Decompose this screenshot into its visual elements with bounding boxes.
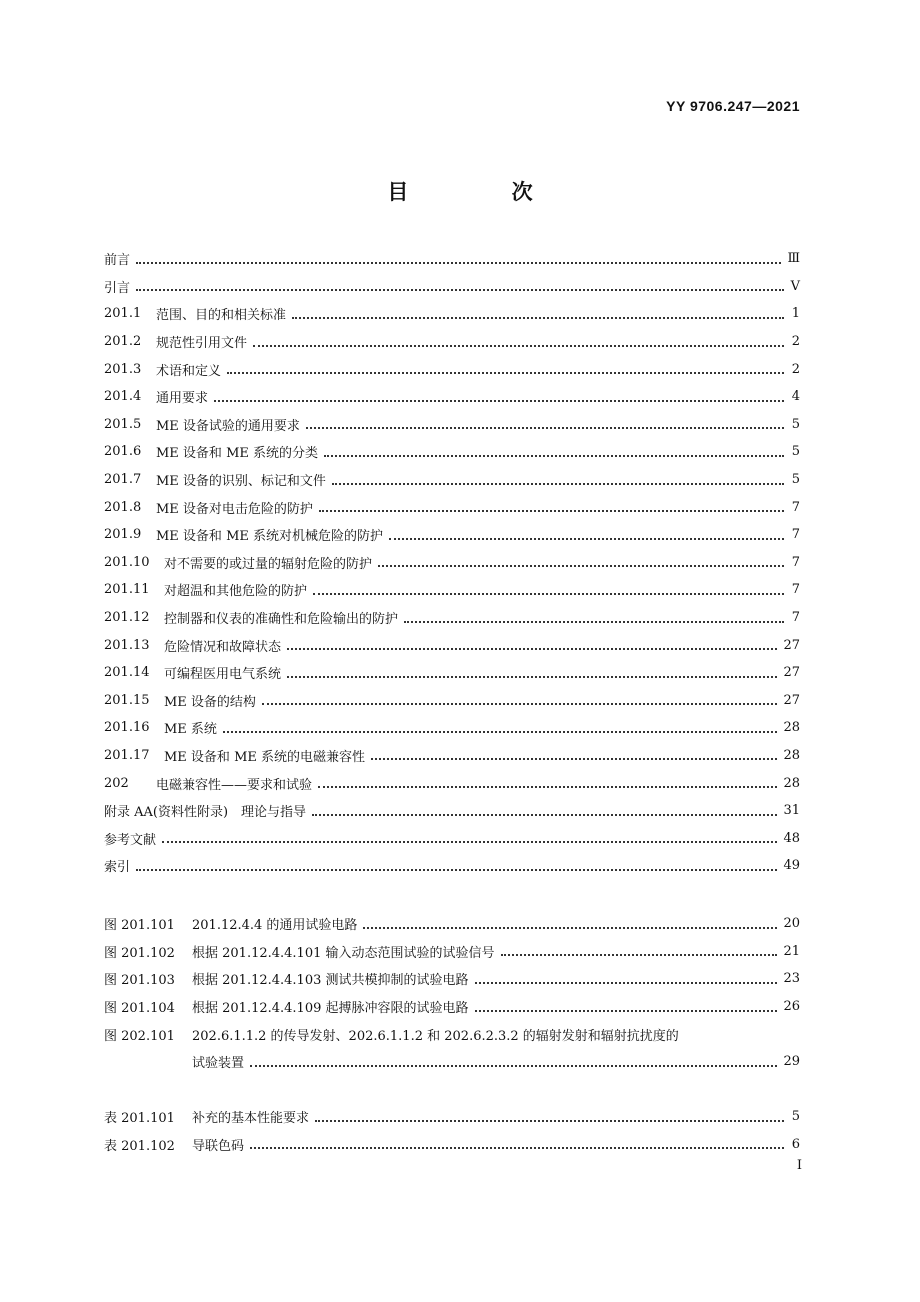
toc-entry[interactable] [104, 493, 800, 521]
standard-number: YY 9706.247—2021 [666, 98, 800, 114]
entry-page-number: 28 [783, 720, 800, 736]
entry-page-number: 5 [791, 444, 800, 460]
toc-entry[interactable] [104, 411, 800, 439]
leader-dots [306, 426, 784, 429]
entry-number: 201.16 [104, 720, 150, 736]
entry-page-number: 29 [783, 1054, 800, 1070]
toc-entry[interactable] [104, 300, 800, 328]
entry-title: 根据 201.12.4.4.101 输入动态范围试验的试验信号 [192, 945, 495, 961]
entry-page-number: 27 [783, 637, 800, 653]
toc-entry[interactable] [104, 852, 800, 880]
leader-dots [315, 1119, 784, 1122]
entry-title: ME 设备和 ME 系统对机械危险的防护 [156, 529, 383, 545]
entry-number: 图 202.101 [104, 1028, 175, 1044]
toc-entry[interactable] [104, 438, 800, 466]
leader-dots [292, 316, 784, 319]
entry-number: 表 201.102 [104, 1138, 175, 1154]
toc-entry[interactable] [104, 687, 800, 715]
entry-title: 规范性引用文件 [156, 336, 248, 352]
entry-title: ME 设备的识别、标记和文件 [156, 474, 326, 490]
entry-title: 前言 [104, 253, 131, 269]
entry-number: 201.10 [104, 554, 150, 570]
entry-title: 危险情况和故障状态 [164, 639, 282, 655]
entry-page-number: 5 [791, 1109, 800, 1125]
leader-dots [287, 675, 777, 678]
entry-page-number: Ⅲ [787, 251, 800, 267]
leader-dots [363, 926, 777, 929]
leader-dots [404, 620, 784, 623]
entry-title: 可编程医用电气系统 [164, 667, 282, 683]
leader-dots [162, 840, 777, 843]
entry-page-number: 27 [783, 692, 800, 708]
entry-number: 201.13 [104, 637, 150, 653]
entry-title: 根据 201.12.4.4.109 起搏脉冲容限的试验电路 [192, 1001, 469, 1017]
entry-title: ME 设备试验的通用要求 [156, 418, 300, 434]
entry-page-number: 49 [783, 858, 800, 874]
entry-page-number: 28 [783, 775, 800, 791]
leader-dots [136, 261, 781, 264]
entry-number: 201.2 [104, 334, 142, 350]
entry-page-number: 7 [791, 554, 800, 570]
toc-entry[interactable] [104, 355, 800, 383]
toc-entry[interactable] [104, 1131, 800, 1159]
toc-entry[interactable] [104, 993, 800, 1021]
entry-title: 导联色码 [192, 1138, 245, 1154]
leader-dots [136, 868, 777, 871]
toc-entry[interactable] [104, 549, 800, 577]
leader-dots [371, 757, 777, 760]
leader-dots [475, 981, 778, 984]
entry-number: 201.9 [104, 527, 142, 543]
toc-entry[interactable] [104, 576, 800, 604]
leader-dots [250, 1146, 784, 1149]
table-of-contents [104, 245, 800, 880]
leader-dots [378, 564, 784, 567]
entry-title: 对超温和其他危险的防护 [164, 584, 308, 600]
leader-dots [475, 1009, 778, 1012]
toc-entry[interactable] [104, 769, 800, 797]
entry-page-number: 5 [791, 416, 800, 432]
entry-number: 图 201.101 [104, 918, 175, 934]
entry-number: 201.11 [104, 582, 150, 598]
entry-page-number: 23 [783, 971, 800, 987]
page-title: 目 次 [387, 180, 581, 204]
leader-dots [318, 785, 777, 788]
toc-entry[interactable] [104, 604, 800, 632]
entry-page-number: 31 [783, 803, 800, 819]
entry-page-number: 20 [783, 916, 800, 932]
entry-page-number: 4 [791, 389, 800, 405]
toc-entry[interactable] [104, 965, 800, 993]
entry-title: 附录 AA(资料性附录) 理论与指导 [104, 805, 307, 821]
leader-dots [312, 813, 777, 816]
entry-page-number: 2 [791, 334, 800, 350]
entry-title: ME 设备和 ME 系统的分类 [156, 446, 318, 462]
leader-dots [313, 592, 784, 595]
page-number: I [796, 1158, 802, 1173]
toc-entry[interactable] [104, 714, 800, 742]
toc-entry[interactable] [104, 631, 800, 659]
entry-title: 201.12.4.4 的通用试验电路 [192, 918, 358, 934]
leader-dots [262, 702, 778, 705]
toc-entry[interactable] [104, 1103, 800, 1131]
leader-dots [214, 399, 784, 402]
entry-title: 引言 [104, 280, 131, 296]
entry-number: 图 201.103 [104, 973, 175, 989]
toc-entry[interactable] [104, 273, 800, 301]
toc-entry[interactable] [104, 466, 800, 494]
entry-number: 201.4 [104, 389, 142, 405]
leader-dots [332, 482, 784, 485]
leader-dots [136, 288, 784, 291]
entry-page-number: 26 [783, 999, 800, 1015]
leader-dots [389, 537, 784, 540]
entry-page-number: 21 [783, 943, 800, 959]
list-of-tables [104, 1103, 800, 1158]
toc-entry[interactable] [104, 521, 800, 549]
entry-number: 201.7 [104, 472, 142, 488]
toc-entry[interactable] [104, 742, 800, 770]
entry-page-number: 27 [783, 665, 800, 681]
entry-page-number: 48 [783, 830, 800, 846]
entry-page-number: 2 [791, 361, 800, 377]
toc-entry[interactable] [104, 659, 800, 687]
entry-title: 术语和定义 [156, 363, 222, 379]
entry-title: ME 设备和 ME 系统的电磁兼容性 [164, 749, 365, 765]
entry-page-number: 7 [791, 527, 800, 543]
leader-dots [324, 454, 784, 457]
leader-dots [501, 953, 778, 956]
entry-title: 电磁兼容性——要求和试验 [156, 777, 313, 793]
entry-title-continuation: 试验装置 [192, 1056, 245, 1072]
leader-dots [250, 1064, 777, 1067]
toc-entry[interactable] [104, 824, 800, 852]
leader-dots [253, 344, 784, 347]
entry-title: 对不需要的或过量的辐射危险的防护 [164, 556, 373, 572]
entry-title: ME 设备的结构 [164, 694, 256, 710]
entry-page-number: 1 [791, 306, 800, 322]
entry-number: 201.17 [104, 747, 150, 763]
entry-number: 201.15 [104, 692, 150, 708]
toc-entry[interactable] [104, 245, 800, 273]
toc-entry[interactable] [104, 328, 800, 356]
leader-dots [227, 371, 784, 374]
entry-title: ME 设备对电击危险的防护 [156, 501, 313, 517]
entry-number: 图 201.102 [104, 945, 175, 961]
leader-dots [287, 647, 777, 650]
entry-page-number: 28 [783, 747, 800, 763]
entry-number: 201.12 [104, 610, 150, 626]
toc-entry[interactable] [104, 910, 800, 938]
entry-title: 通用要求 [156, 391, 209, 407]
entry-number: 图 201.104 [104, 1001, 175, 1017]
entry-number: 201.5 [104, 416, 142, 432]
entry-number: 201.14 [104, 665, 150, 681]
entry-number: 202 [104, 775, 129, 791]
entry-page-number: 7 [791, 499, 800, 515]
entry-number: 201.1 [104, 306, 142, 322]
toc-entry-continuation[interactable] [104, 1048, 800, 1076]
entry-title: 根据 201.12.4.4.103 测试共模抑制的试验电路 [192, 973, 469, 989]
toc-entry[interactable] [104, 383, 800, 411]
leader-dots [223, 730, 778, 733]
leader-dots [319, 509, 784, 512]
entry-page-number: 5 [791, 472, 800, 488]
toc-entry[interactable] [104, 938, 800, 966]
toc-entry[interactable] [104, 797, 800, 825]
entry-title: 参考文献 [104, 832, 157, 848]
entry-page-number: Ⅴ [790, 278, 800, 294]
entry-number: 表 201.101 [104, 1111, 175, 1127]
entry-page-number: 6 [791, 1136, 800, 1152]
entry-title: 202.6.1.1.2 的传导发射、202.6.1.1.2 和 202.6.2.3.2 的辐射发射和辐射抗扰度的 [192, 1028, 679, 1044]
toc-entry[interactable] [104, 1020, 800, 1048]
entry-page-number: 7 [791, 610, 800, 626]
entry-title: ME 系统 [164, 722, 217, 738]
entry-number: 201.8 [104, 499, 142, 515]
entry-title: 范围、目的和相关标准 [156, 308, 287, 324]
entry-title: 补充的基本性能要求 [192, 1111, 310, 1127]
list-of-figures [104, 910, 800, 1076]
entry-title: 控制器和仪表的准确性和危险输出的防护 [164, 612, 399, 628]
entry-number: 201.6 [104, 444, 142, 460]
entry-page-number: 7 [791, 582, 800, 598]
entry-number: 201.3 [104, 361, 142, 377]
entry-title: 索引 [104, 860, 131, 876]
